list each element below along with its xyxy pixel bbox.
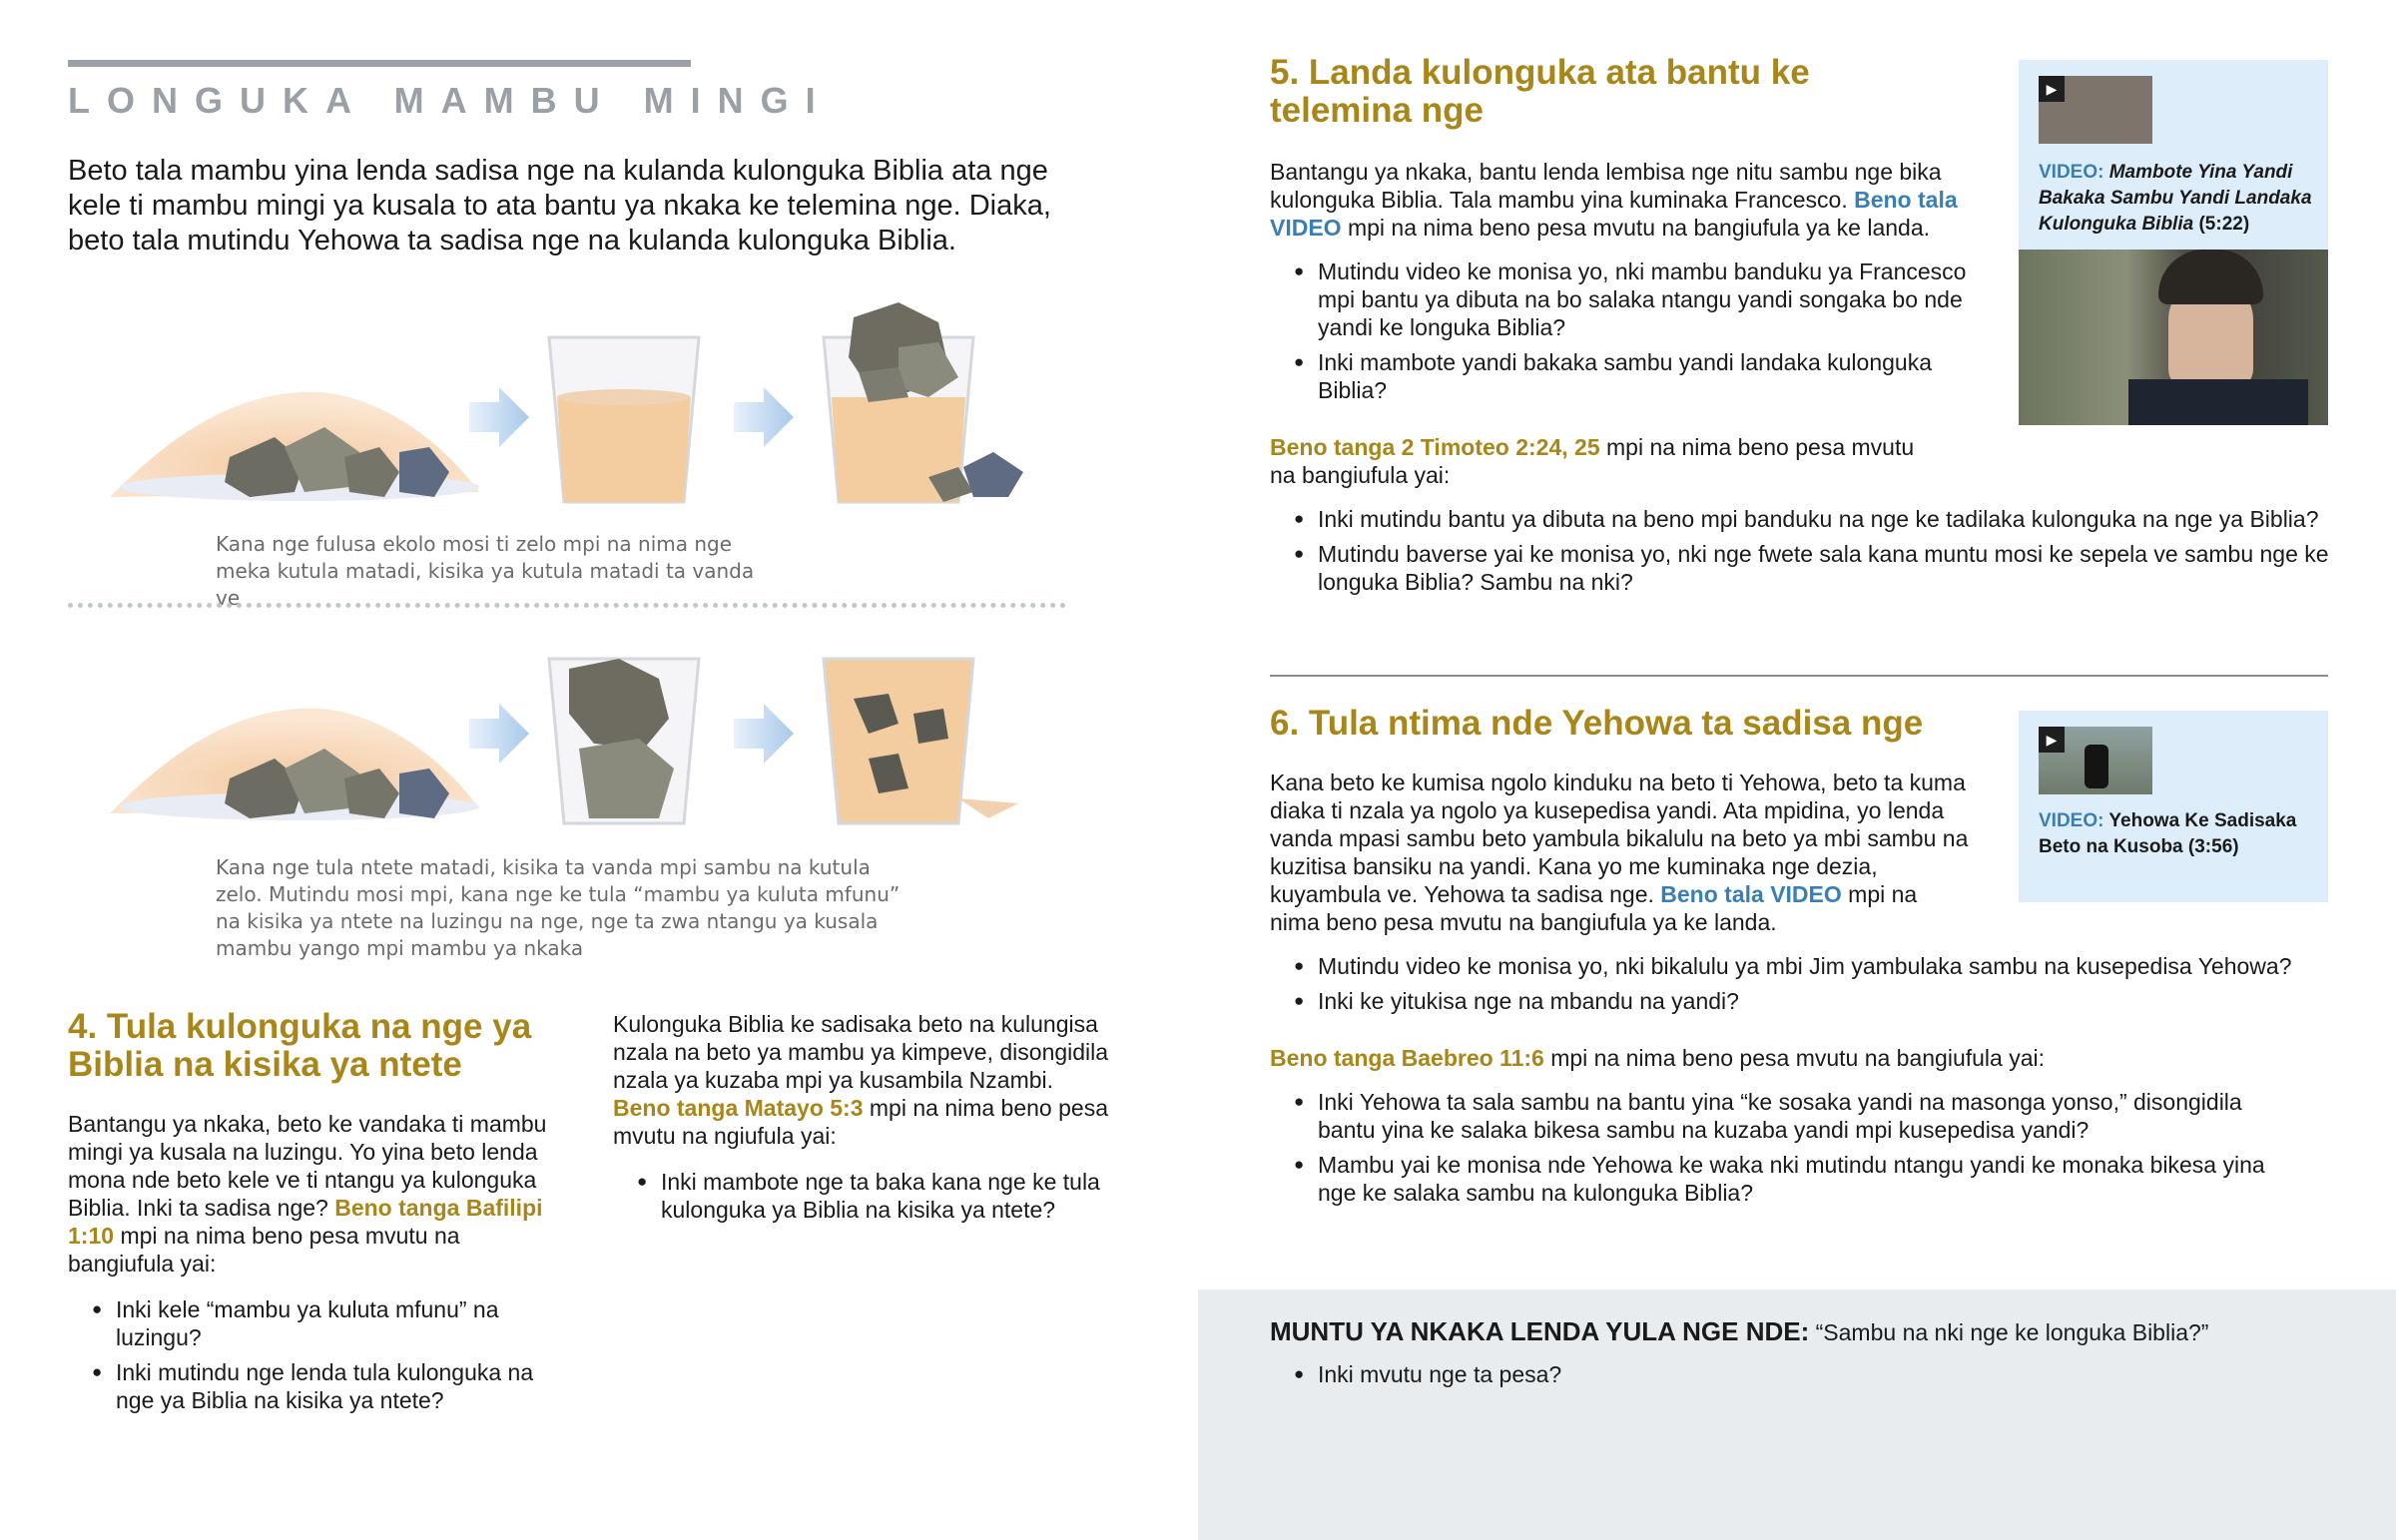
question-item: ● Mutindu baverse yai ke monisa yo, nki nge fwete sala kana muntu mosi ke sepela ve sambu nge ke longuka Biblia? Sambu na nki? bbox=[1294, 540, 2338, 596]
question-item: ● Inki Yehowa ta sala sambu na bantu yina “ke sosaka yandi na masonga yonso,” disongidila bantu yina ke salaka bikesa sambu na kuzaba yandi mpi kusepedisa yandi? bbox=[1294, 1088, 2292, 1144]
play-icon[interactable]: ▶ bbox=[2039, 727, 2065, 753]
question-item: ● Inki mvutu nge ta pesa? bbox=[1294, 1360, 2338, 1388]
section-4-heading: 4. Tula kulonguka na nge ya Biblia na kisika ya ntete bbox=[68, 1007, 532, 1084]
video-thumbnail-small[interactable] bbox=[2039, 727, 2152, 794]
question-item: ● Inki mutindu nge lenda tula kulonguka na nge ya Biblia na kisika ya ntete? bbox=[92, 1358, 557, 1414]
video-card-francesco[interactable] bbox=[2019, 60, 2328, 425]
question-item: ● Inki mambote yandi bakaka sambu yandi landaka kulonguka Biblia? bbox=[1294, 348, 1969, 404]
kicker-title: LONGUKA MAMBU MINGI bbox=[68, 80, 833, 121]
question-item: ● Inki kele “mambu ya kuluta mfunu” na luzingu? bbox=[92, 1295, 557, 1351]
video-thumbnail-small[interactable] bbox=[2039, 76, 2152, 144]
discussion-content bbox=[1270, 1317, 2338, 1395]
section-4-body bbox=[68, 1110, 557, 1421]
question-item: ● Inki ke yitukisa nge na mbandu na yandi? bbox=[1294, 987, 2338, 1015]
section-6-scripture bbox=[1270, 1044, 2338, 1214]
video-still-image[interactable] bbox=[2019, 250, 2328, 425]
section-6-paragraph: Kana beto ke kumisa ngolo kinduku na beto ti Yehowa, beto ta kuma diaka ti nzala ya ngolo ya kusepedisa yandi. Ata mpidina, yo lenda vanda mpasi sambu beto yambula bikalulu na beto ya mbi sambu na kuzitisa bansiku na yandi. Kana yo me kuminaka nge dezia, kuyambula ve. Yehowa ta sadisa nge. Beno tala VIDEO mpi na nima beno pesa mvutu na bangiufula ya ke landa. bbox=[1270, 770, 1969, 935]
section-5-heading: 5. Landa kulonguka ata bantu ke telemina nge bbox=[1270, 53, 1810, 130]
section-4-body-continued bbox=[613, 1010, 1112, 1231]
question-item: ● Mutindu video ke monisa yo, nki bikalulu ya mbi Jim yambulaka sambu na kusepedisa Yehowa? bbox=[1294, 952, 2338, 980]
section-6-video-questions bbox=[1270, 952, 2338, 1015]
discussion-prompt: MUNTU YA NKAKA LENDA YULA NGE NDE: “Sambu na nki nge ke longuka Biblia?” bbox=[1270, 1316, 2209, 1346]
video-link[interactable]: Beno tala VIDEO bbox=[1270, 187, 1958, 241]
section-6-scripture-questions bbox=[1270, 1088, 2292, 1207]
video-card-jim[interactable] bbox=[2019, 711, 2328, 902]
section-divider bbox=[1270, 675, 2328, 677]
question-item: ● Inki mambote nge ta baka kana nge ke tula kulonguka ya Biblia na kisika ya ntete? bbox=[637, 1168, 1112, 1224]
motorcyclist bbox=[2085, 745, 2108, 788]
discussion-questions bbox=[1270, 1360, 2338, 1388]
scripture-link[interactable]: Beno tanga 2 Timoteo 2:24, 25 bbox=[1270, 434, 1600, 460]
section-6-paragraph-2: Beno tanga Baebreo 11:6 mpi na nima beno pesa mvutu na bangiufula yai: bbox=[1270, 1045, 2046, 1071]
video-link[interactable]: Beno tala VIDEO bbox=[1660, 881, 1842, 907]
section-4-paragraph-2: Kulonguka Biblia ke sadisaka beto na kulungisa nzala na beto ya mambu ya kimpeve, disongidila nzala ya kuzaba mpi ya kusambila Nzambi. Beno tanga Matayo 5:3 mpi na nima beno pesa mvutu na ngiufula yai: bbox=[613, 1011, 1109, 1149]
dotted-divider bbox=[68, 603, 1066, 608]
question-item: ● Mambu yai ke monisa nde Yehowa ke waka nki mutindu ntangu yandi ke monaka bikesa yina nge ke salaka sambu na kulonguka Biblia? bbox=[1294, 1151, 2292, 1207]
intro-paragraph: Beto tala mambu yina lenda sadisa nge na kulanda kulonguka Biblia ata nge kele ti mambu mingi ya kusala to ata bantu ya nkaka ke telemina nge. Diaka, beto tala mutindu Yehowa ta sadisa nge na kulanda kulonguka Biblia. bbox=[68, 155, 1051, 257]
video-caption: VIDEO: Yehowa Ke Sadisaka Beto na Kusoba (3:56) bbox=[2039, 810, 2297, 857]
video-caption: VIDEO: Mambote Yina Yandi Bakaka Sambu Yandi Landaka Kulonguka Biblia (5:22) bbox=[2039, 162, 2312, 235]
section-5-scripture bbox=[1270, 433, 2338, 603]
section-5-paragraph: Bantangu ya nkaka, bantu lenda lembisa nge nitu sambu nge bika kulonguka Biblia. Tala mambu yina kuminaka Francesco. Beno tala VIDEO mpi na nima beno pesa mvutu na bangiufula ya ke landa. bbox=[1270, 159, 1958, 241]
section-5-scripture-questions bbox=[1270, 505, 2338, 596]
question-item: ● Mutindu video ke monisa yo, nki mambu banduku ya Francesco mpi bantu ya dibuta na bo salaka ntangu yandi songaka bo nde yandi ke longuka Biblia? bbox=[1294, 257, 1969, 341]
illustration-stones-after-sand bbox=[100, 287, 1068, 527]
section-4-paragraph: Bantangu ya nkaka, beto ke vandaka ti mambu mingi ya kusala na luzingu. Yo yina beto lenda mona nde beto kele ve ti ntangu ya kulonguka Biblia. Inki ta sadisa nge? Beno tanga Bafilipi 1:10 mpi na nima beno pesa mvutu na bangiufula yai: bbox=[68, 1111, 547, 1277]
section-5-paragraph-2: Beno tanga 2 Timoteo 2:24, 25 mpi na nima beno pesa mvutu na bangiufula yai: bbox=[1270, 434, 1915, 488]
section-5-intro bbox=[1270, 158, 1969, 411]
illustration-caption-2: Kana nge tula ntete matadi, kisika ta vanda mpi sambu na kutula zelo. Mutindu mosi mpi, kana nge ke tula “mambu ya kuluta mfunu” na kisika ya ntete na luzingu na nge, nge ta zwa ntangu ya kusala mambu yango mpi mambu ya nkaka bbox=[216, 855, 900, 960]
section-5-video-questions bbox=[1270, 257, 1969, 404]
scripture-link[interactable]: Beno tanga Baebreo 11:6 bbox=[1270, 1045, 1544, 1071]
section-4-questions bbox=[68, 1295, 557, 1414]
scripture-link[interactable]: Beno tanga Matayo 5:3 bbox=[613, 1095, 864, 1121]
section-6-heading: 6. Tula ntima nde Yehowa ta sadisa nge bbox=[1270, 704, 1924, 743]
question-item: ● Inki mutindu bantu ya dibuta na beno mpi banduku na nge ke tadilaka kulonguka na nge ya Biblia? bbox=[1294, 505, 2338, 533]
illustration-stones-before-sand bbox=[100, 639, 1068, 848]
person-hair bbox=[2158, 250, 2263, 304]
scripture-link[interactable]: Beno tanga Bafilipi 1:10 bbox=[68, 1195, 543, 1249]
kicker-rule bbox=[68, 60, 691, 67]
person-jacket bbox=[2128, 379, 2308, 425]
section-4-questions-2 bbox=[613, 1168, 1112, 1224]
illustration-caption-1: Kana nge fulusa ekolo mosi ti zelo mpi na nima nge meka kutula matadi, kisika ya kutula matadi ta vanda ve bbox=[216, 532, 755, 610]
play-icon[interactable]: ▶ bbox=[2039, 76, 2065, 102]
